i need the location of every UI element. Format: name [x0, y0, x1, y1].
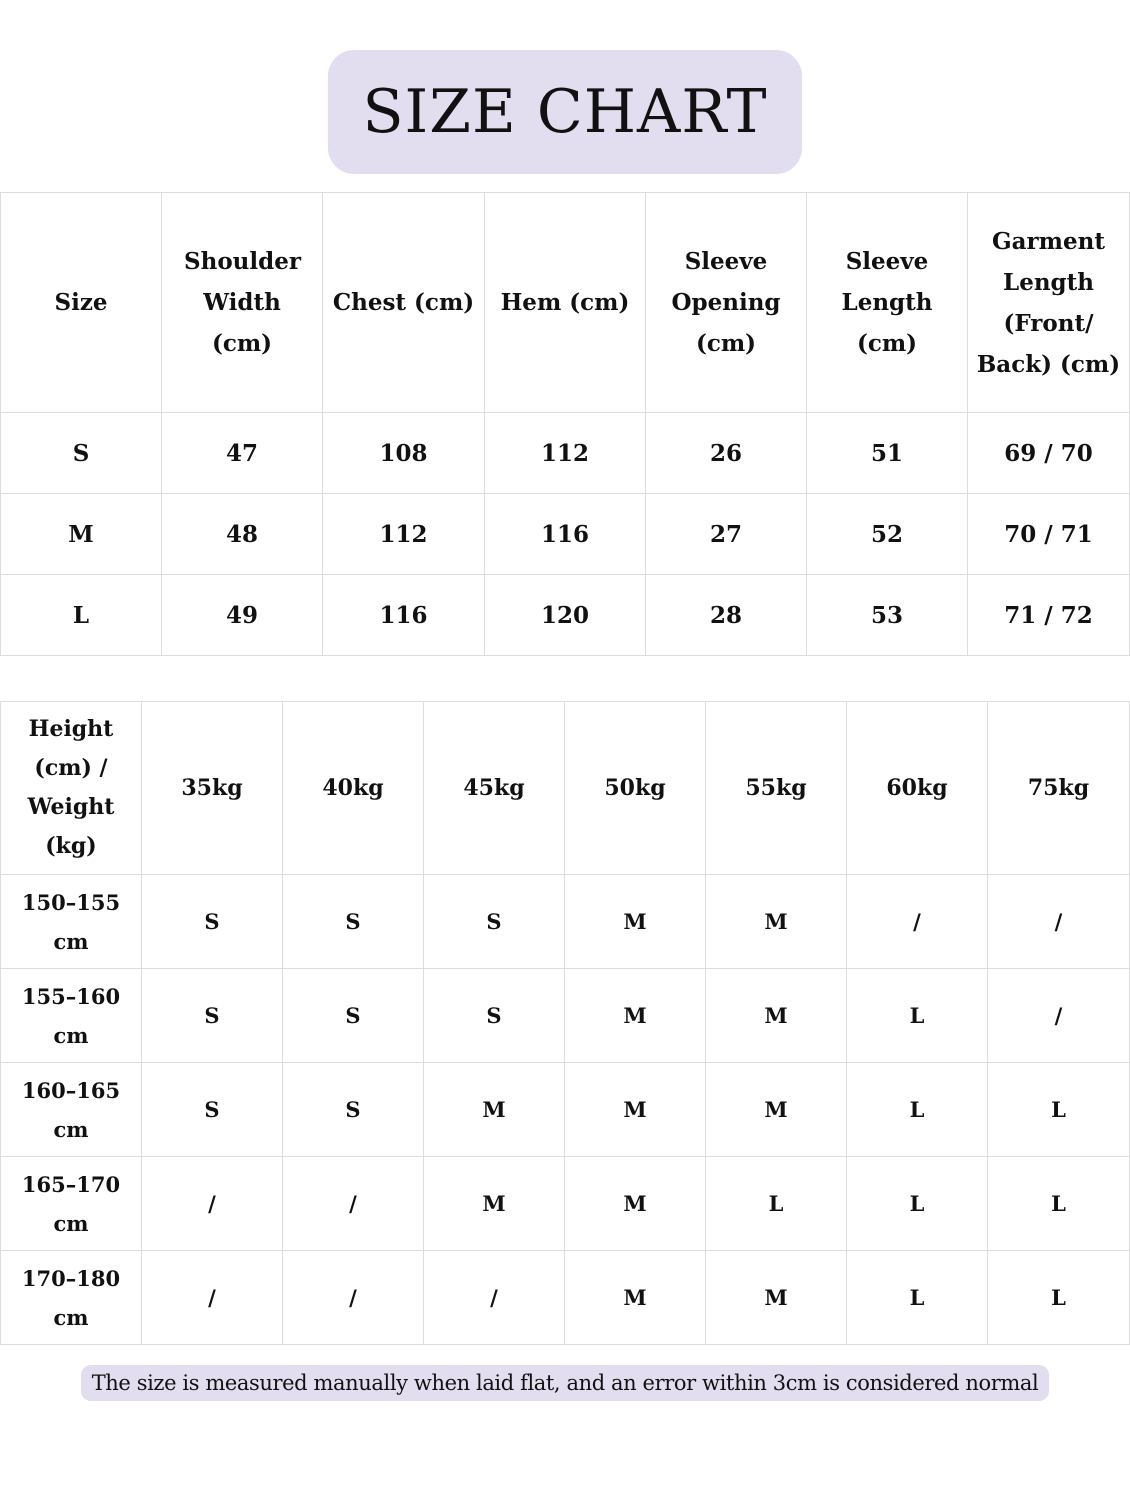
table-cell: L: [706, 1157, 847, 1251]
table-cell: L: [847, 969, 988, 1063]
table-cell: M: [565, 1063, 706, 1157]
size-table-header: Sleeve Length (cm): [807, 193, 968, 413]
table-cell: S: [283, 1063, 424, 1157]
table-cell: M: [706, 969, 847, 1063]
table-cell: L: [988, 1251, 1130, 1345]
size-table-header: Shoulder Width (cm): [162, 193, 323, 413]
table-cell: /: [988, 969, 1130, 1063]
table-row: [1, 969, 1130, 1063]
table-cell: M: [565, 1251, 706, 1345]
fit-table-header-row: [1, 702, 1130, 875]
table-cell: 69 / 70: [968, 413, 1130, 494]
table-cell: L: [1, 575, 162, 656]
table-row: [1, 494, 1130, 575]
table-cell: /: [424, 1251, 565, 1345]
table-cell: S: [424, 875, 565, 969]
table-cell: 48: [162, 494, 323, 575]
weight-header: 40kg: [283, 702, 424, 875]
table-cell: S: [424, 969, 565, 1063]
table-row: [1, 875, 1130, 969]
table-cell: /: [142, 1157, 283, 1251]
height-range-cell: 170–180 cm: [1, 1251, 142, 1345]
table-cell: 70 / 71: [968, 494, 1130, 575]
size-table-header: Sleeve Opening (cm): [646, 193, 807, 413]
table-cell: M: [565, 1157, 706, 1251]
height-range-cell: 160–165 cm: [1, 1063, 142, 1157]
table-cell: 47: [162, 413, 323, 494]
table-cell: M: [1, 494, 162, 575]
size-table-header: Garment Length (Front/ Back) (cm): [968, 193, 1130, 413]
table-row: [1, 1157, 1130, 1251]
height-weight-table: [0, 701, 1130, 1345]
size-table-header-row: [1, 193, 1130, 413]
table-row: [1, 1063, 1130, 1157]
table-cell: 120: [485, 575, 646, 656]
weight-header: 50kg: [565, 702, 706, 875]
table-row: [1, 413, 1130, 494]
table-cell: 51: [807, 413, 968, 494]
table-cell: M: [424, 1063, 565, 1157]
table-cell: 116: [485, 494, 646, 575]
table-cell: S: [1, 413, 162, 494]
table-cell: /: [283, 1157, 424, 1251]
size-measurement-table: [0, 192, 1130, 656]
table-cell: /: [847, 875, 988, 969]
measurement-note: The size is measured manually when laid flat, and an error within 3cm is considered normal: [81, 1365, 1050, 1401]
table-cell: 53: [807, 575, 968, 656]
weight-header: 75kg: [988, 702, 1130, 875]
table-cell: S: [283, 875, 424, 969]
table-cell: L: [847, 1157, 988, 1251]
table-cell: /: [283, 1251, 424, 1345]
table-cell: 52: [807, 494, 968, 575]
height-range-cell: 155–160 cm: [1, 969, 142, 1063]
size-table-header: Hem (cm): [485, 193, 646, 413]
table-row: [1, 1251, 1130, 1345]
title-container: [0, 50, 1130, 174]
weight-header: 55kg: [706, 702, 847, 875]
table-cell: M: [706, 1251, 847, 1345]
table-cell: S: [142, 969, 283, 1063]
table-cell: 112: [323, 494, 485, 575]
table-cell: S: [142, 875, 283, 969]
table-cell: L: [988, 1063, 1130, 1157]
weight-header: 60kg: [847, 702, 988, 875]
table-cell: L: [988, 1157, 1130, 1251]
table-cell: 28: [646, 575, 807, 656]
table-cell: 27: [646, 494, 807, 575]
size-table-header: Size: [1, 193, 162, 413]
table-cell: 49: [162, 575, 323, 656]
weight-header: 35kg: [142, 702, 283, 875]
table-cell: S: [142, 1063, 283, 1157]
table-cell: M: [706, 1063, 847, 1157]
table-cell: S: [283, 969, 424, 1063]
table-cell: M: [706, 875, 847, 969]
table-cell: 71 / 72: [968, 575, 1130, 656]
note-container: [0, 1365, 1130, 1401]
height-range-cell: 150–155 cm: [1, 875, 142, 969]
size-table-header: Chest (cm): [323, 193, 485, 413]
table-cell: 112: [485, 413, 646, 494]
table-cell: 26: [646, 413, 807, 494]
weight-header: 45kg: [424, 702, 565, 875]
fit-table-corner-header: Height (cm) / Weight (kg): [1, 702, 142, 875]
table-cell: /: [988, 875, 1130, 969]
table-cell: M: [565, 875, 706, 969]
table-cell: M: [565, 969, 706, 1063]
table-cell: L: [847, 1063, 988, 1157]
table-cell: 116: [323, 575, 485, 656]
height-range-cell: 165–170 cm: [1, 1157, 142, 1251]
table-cell: L: [847, 1251, 988, 1345]
page-title: SIZE CHART: [328, 50, 802, 174]
table-cell: 108: [323, 413, 485, 494]
table-row: [1, 575, 1130, 656]
table-cell: /: [142, 1251, 283, 1345]
table-cell: M: [424, 1157, 565, 1251]
